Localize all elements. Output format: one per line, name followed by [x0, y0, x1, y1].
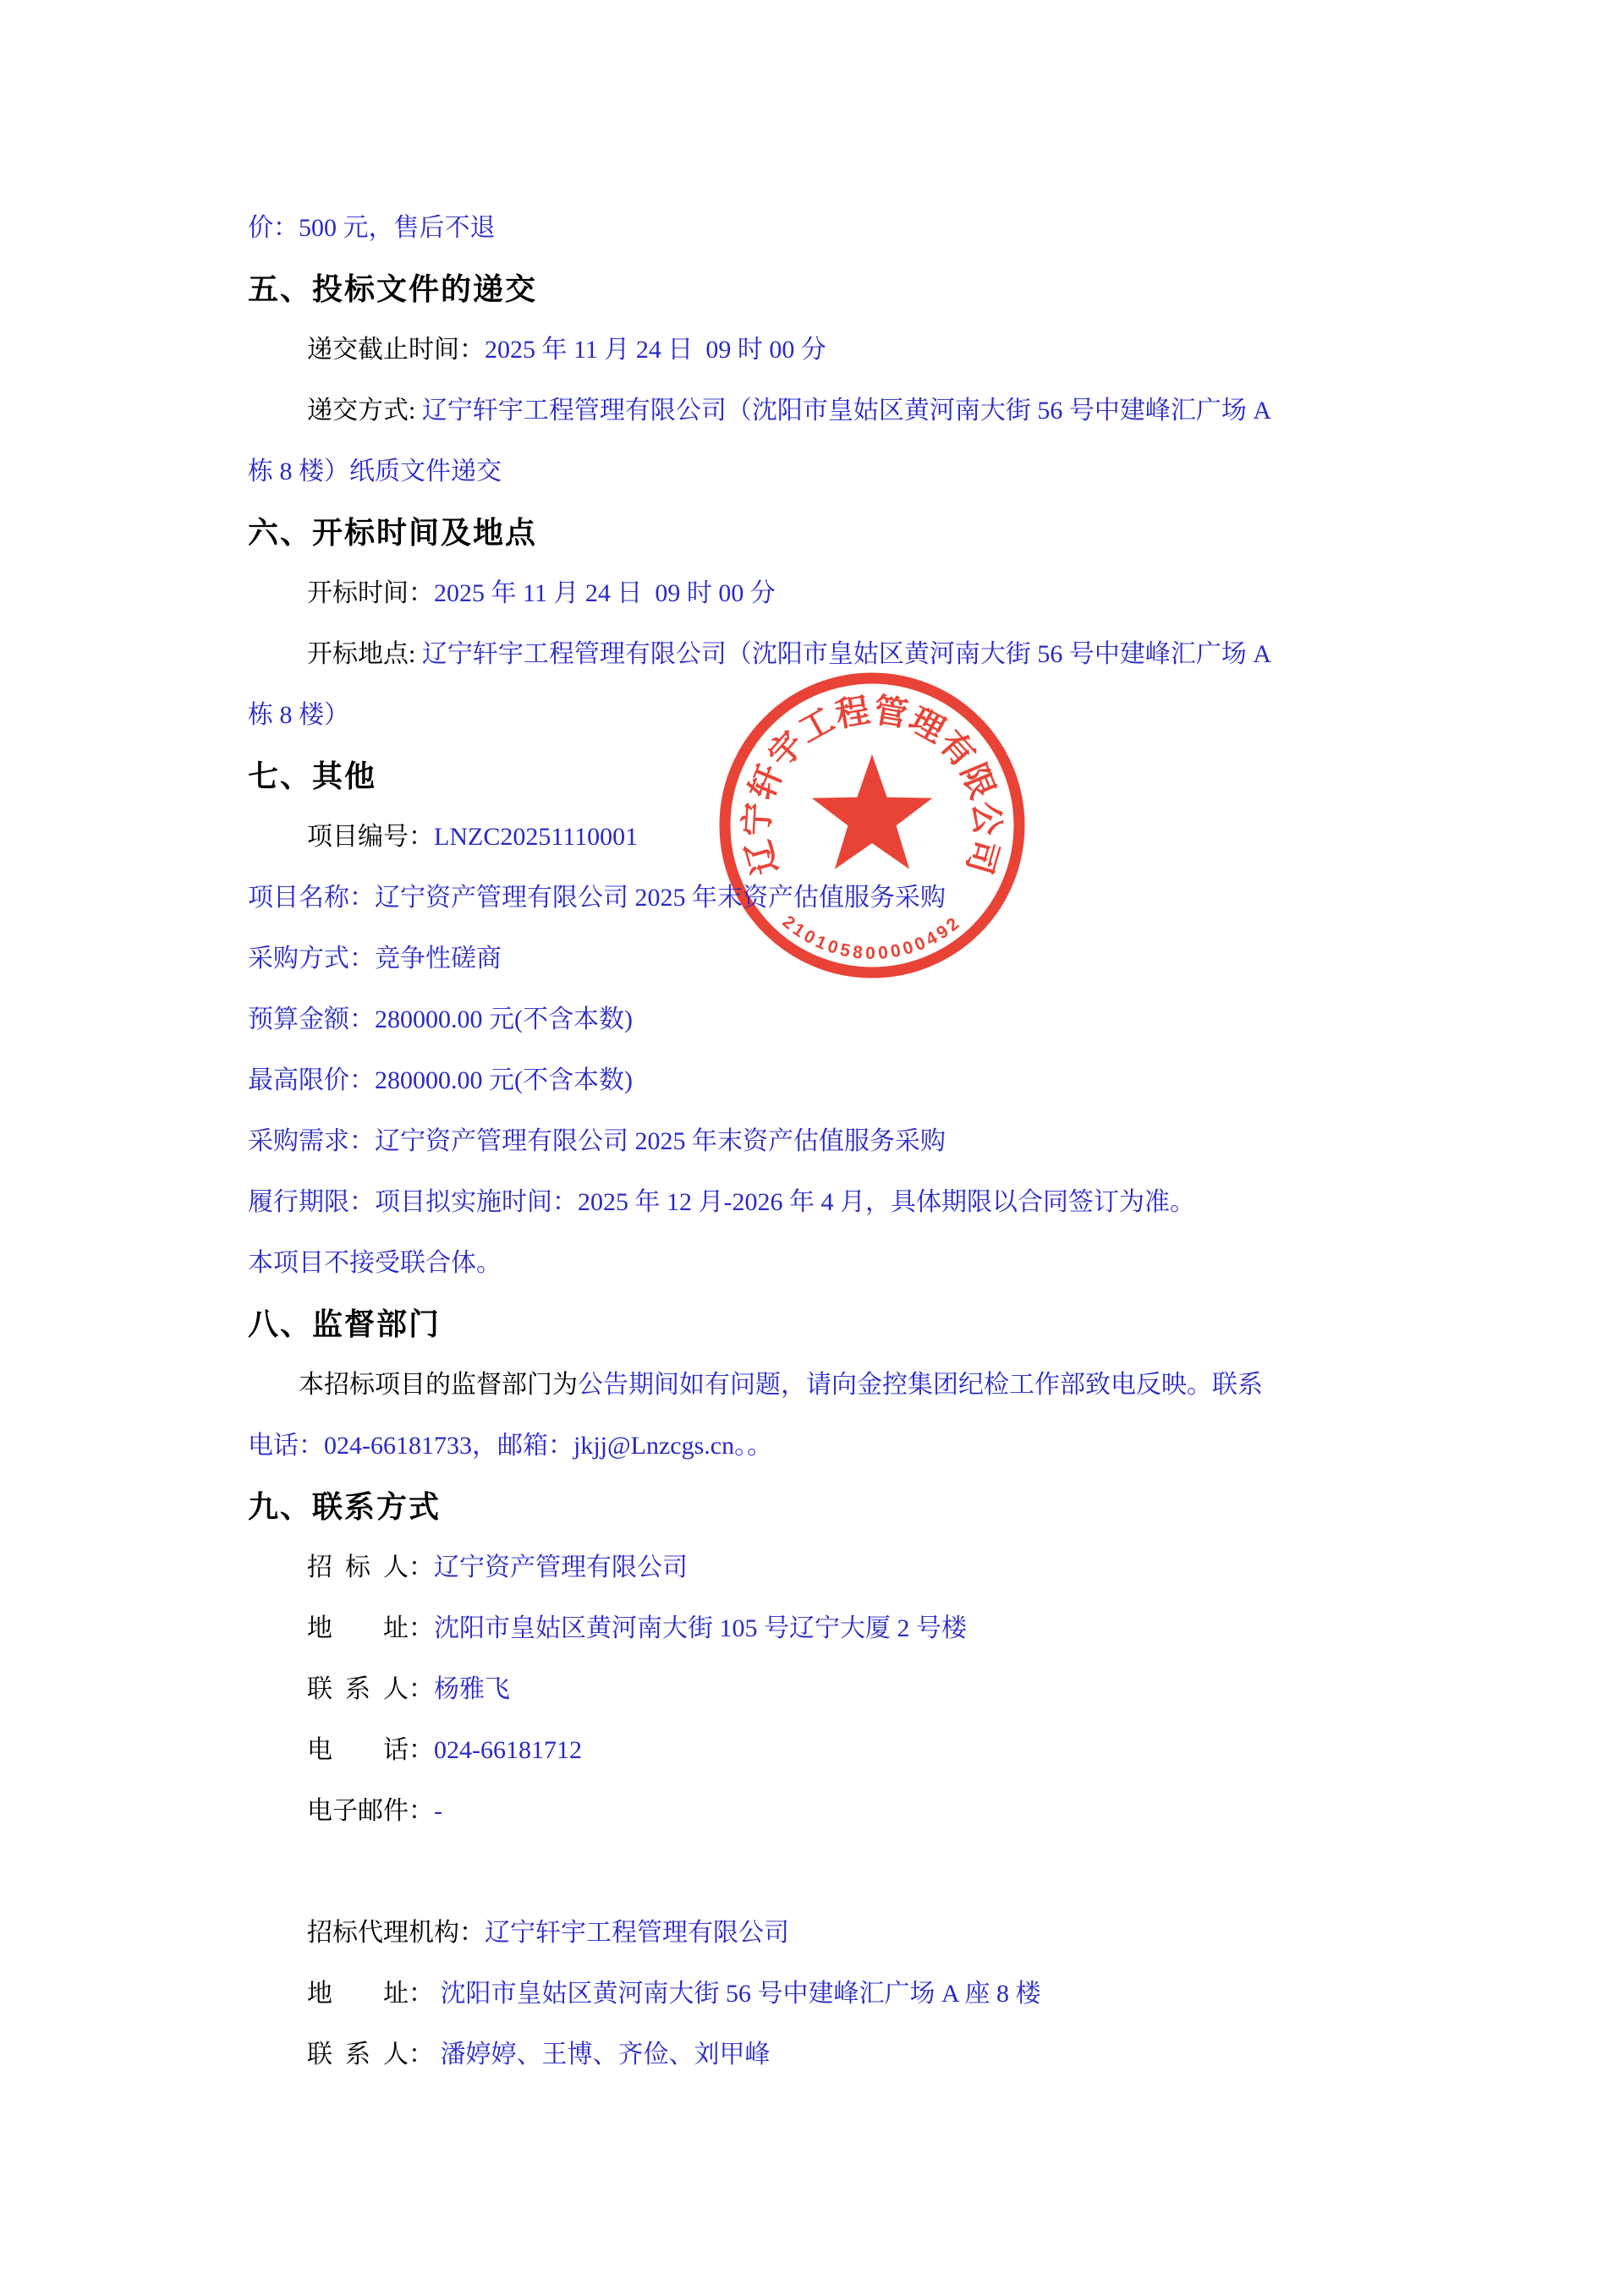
document-line [248, 989, 1402, 1050]
text-segment: 开标时间： [307, 579, 434, 607]
text-segment: 辽宁资产管理有限公司 [434, 1553, 688, 1581]
text-segment: 联 系 人： [307, 1675, 434, 1703]
section-heading [248, 1477, 1402, 1537]
document-line [248, 807, 1402, 868]
document-line [248, 624, 1402, 685]
document-line [248, 1598, 1402, 1659]
document-line [248, 1720, 1402, 1781]
blank-line [248, 1842, 1402, 1903]
text-segment: 地 址： [307, 1980, 434, 2008]
document-line [248, 1355, 1402, 1416]
document-line [248, 1903, 1402, 1964]
text-segment: 沈阳市皇姑区黄河南大街 56 号中建峰汇广场 A 座 8 楼 [434, 1980, 1041, 2008]
text-segment: 2025 年 11 月 24 日 09 时 00 分 [485, 336, 826, 364]
text-segment: 辽宁轩宇工程管理有限公司 [485, 1919, 789, 1947]
text-segment: 本招标项目的监督部门为 [299, 1371, 578, 1399]
document-line [248, 381, 1402, 441]
text-segment: 电子邮件： [307, 1797, 434, 1825]
text-segment: 九、联系方式 [248, 1489, 442, 1524]
section-heading [248, 1294, 1402, 1355]
text-segment: 栋 8 楼） [248, 701, 349, 729]
text-segment: 公告期间如有问题，请向金控集团纪检工作部致电反映。联系 [578, 1371, 1263, 1399]
text-segment: 辽宁轩宇工程管理有限公司（沈阳市皇姑区黄河南大街 56 号中建峰汇广场 A [415, 397, 1272, 425]
text-segment: 递交方式: [307, 397, 416, 425]
document-line [248, 441, 1402, 502]
document-line [248, 685, 1402, 746]
section-heading [248, 746, 1402, 807]
document-line [248, 563, 1402, 624]
document-line [248, 1172, 1402, 1233]
text-segment: 采购方式：竞争性磋商 [248, 945, 502, 973]
document-line [248, 1537, 1402, 1598]
text-segment: 本项目不接受联合体。 [248, 1249, 502, 1277]
text-segment: 七、其他 [248, 759, 377, 793]
text-segment: 栋 8 楼）纸质文件递交 [248, 458, 502, 485]
text-segment: 潘婷婷、王博、齐俭、刘甲峰 [434, 2041, 771, 2069]
text-segment: 沈阳市皇姑区黄河南大街 105 号辽宁大厦 2 号楼 [434, 1614, 967, 1642]
text-segment: 开标地点: [307, 640, 416, 668]
text-segment: 辽宁轩宇工程管理有限公司（沈阳市皇姑区黄河南大街 56 号中建峰汇广场 A [415, 640, 1272, 668]
text-segment: 履行期限：项目拟实施时间：2025 年 12 月-2026 年 4 月，具体期限以合同签订为准。 [248, 1188, 1195, 1216]
stamp-company-name: 辽宁轩宇工程管理有限公司 [738, 691, 1006, 879]
document-line [248, 1781, 1402, 1842]
document-line [248, 320, 1402, 381]
section-heading [248, 502, 1402, 563]
text-segment: 电 话： [307, 1736, 434, 1764]
text-segment: 地 址： [307, 1614, 434, 1642]
text-segment: 预算金额：280000.00 元(不含本数) [248, 1006, 633, 1033]
document-line [248, 1416, 1402, 1477]
text-segment: - [434, 1797, 442, 1825]
text-segment: 项目编号： [307, 823, 434, 851]
stamp-serial-number: 210105800000492 [778, 912, 966, 963]
text-segment: 招 标 人： [307, 1553, 434, 1581]
section-heading [248, 259, 1402, 320]
text-segment: 电话：024-66181733，邮箱：jkjj@Lnzcgs.cn。。 [248, 1432, 773, 1460]
text-segment: 2025 年 11 月 24 日 09 时 00 分 [434, 579, 776, 607]
document-line [248, 198, 1402, 259]
document-line [248, 929, 1402, 989]
document-line [248, 868, 1402, 929]
document-line [248, 1659, 1402, 1720]
text-segment: LNZC20251110001 [434, 823, 639, 851]
document-line [248, 1111, 1402, 1172]
text-segment: 采购需求：辽宁资产管理有限公司 2025 年末资产估值服务采购 [248, 1127, 946, 1155]
document-line [248, 1233, 1402, 1294]
text-segment: 五、投标文件的递交 [248, 271, 538, 306]
document-line [248, 1964, 1402, 2025]
text-segment: 六、开标时间及地点 [248, 515, 538, 550]
document-line [248, 1050, 1402, 1111]
document-line [248, 2025, 1402, 2085]
text-segment: 最高限价：280000.00 元(不含本数) [248, 1066, 633, 1094]
document-body [248, 198, 1402, 2085]
text-segment: 杨雅飞 [434, 1675, 510, 1703]
text-segment: 价：500 元，售后不退 [248, 214, 496, 242]
text-segment: 项目名称：辽宁资产管理有限公司 2025 年末资产估值服务采购 [248, 884, 946, 912]
text-segment: 招标代理机构： [307, 1919, 485, 1947]
text-segment: 递交截止时间： [307, 336, 485, 364]
text-segment: 联 系 人： [307, 2041, 434, 2069]
text-segment: 八、监督部门 [248, 1307, 442, 1341]
text-segment: 024-66181712 [434, 1736, 582, 1764]
